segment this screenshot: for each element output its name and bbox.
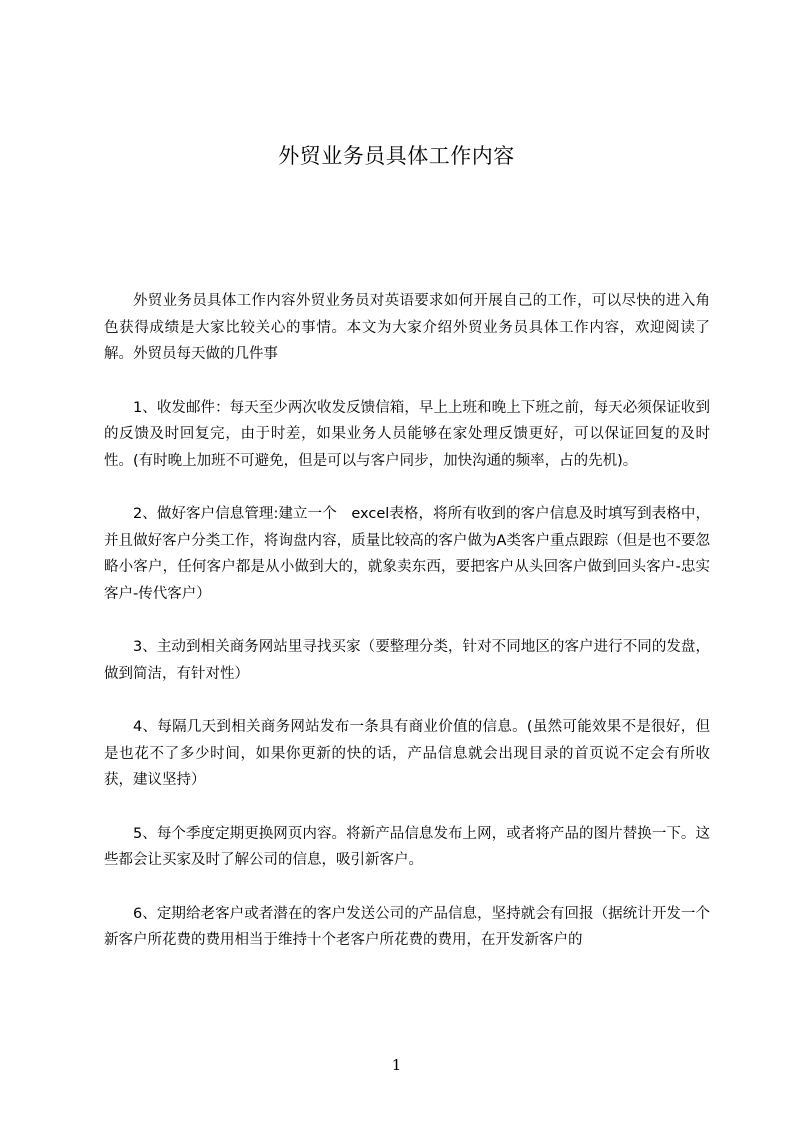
paragraph-item-3: 3、主动到相关商务网站里寻找买家（要整理分类，针对不同地区的客户进行不同的发盘，做到简洁，有针对性） — [104, 639, 710, 682]
paragraph-item-1: 1、收发邮件：每天至少两次收发反馈信箱，早上上班和晚上下班之前，每天必须保证收到的反馈及时回复完，由于时差，如果业务人员能够在家处理反馈更好，可以保证回复的及时性。(有时晚上加班不可避免，但是可以与客户同步，加快沟通的频率，占的先机)。 — [104, 399, 710, 469]
paragraph-item-4: 4、每隔几天到相关商务网站发布一条具有商业价值的信息。(虽然可能效果不是很好，但是也花不了多少时间，如果你更新的快的话，产品信息就会出现目录的首页说不定会有所收获，建议坚持） — [104, 719, 710, 788]
paragraph-item-2: 2、做好客户信息管理:建立一个 excel表格，将所有收到的客户信息及时填写到表格中，并且做好客户分类工作，将询盘内容，质量比较高的客户做为A类客户重点跟踪（但是也不要忽略小客户，任何客户都是从小做到大的，就象卖东西，要把客户从头回客户做到回头客户-忠实客户-传代客户） — [104, 506, 710, 602]
paragraph-intro: 外贸业务员具体工作内容外贸业务员对英语要求如何开展自己的工作，可以尽快的进入角色获得成绩是大家比较关心的事情。本文为大家介绍外贸业务员具体工作内容，欢迎阅读了解。外贸员每天做的几件事 — [104, 293, 710, 362]
document-body — [104, 288, 710, 981]
page-number: 1 — [391, 1056, 402, 1074]
paragraph-item-5: 5、每个季度定期更换网页内容。将新产品信息发布上网，或者将产品的图片替换一下。这些都会让买家及时了解公司的信息，吸引新客户。 — [104, 825, 710, 868]
page-title: 外贸业务员具体工作内容 — [278, 144, 515, 168]
paragraph-item-6: 6、定期给老客户或者潜在的客户发送公司的产品信息，坚持就会有回报（据统计开发一个新客户所花费的费用相当于维持十个老客户所花费的费用，在开发新客户的 — [104, 905, 710, 948]
